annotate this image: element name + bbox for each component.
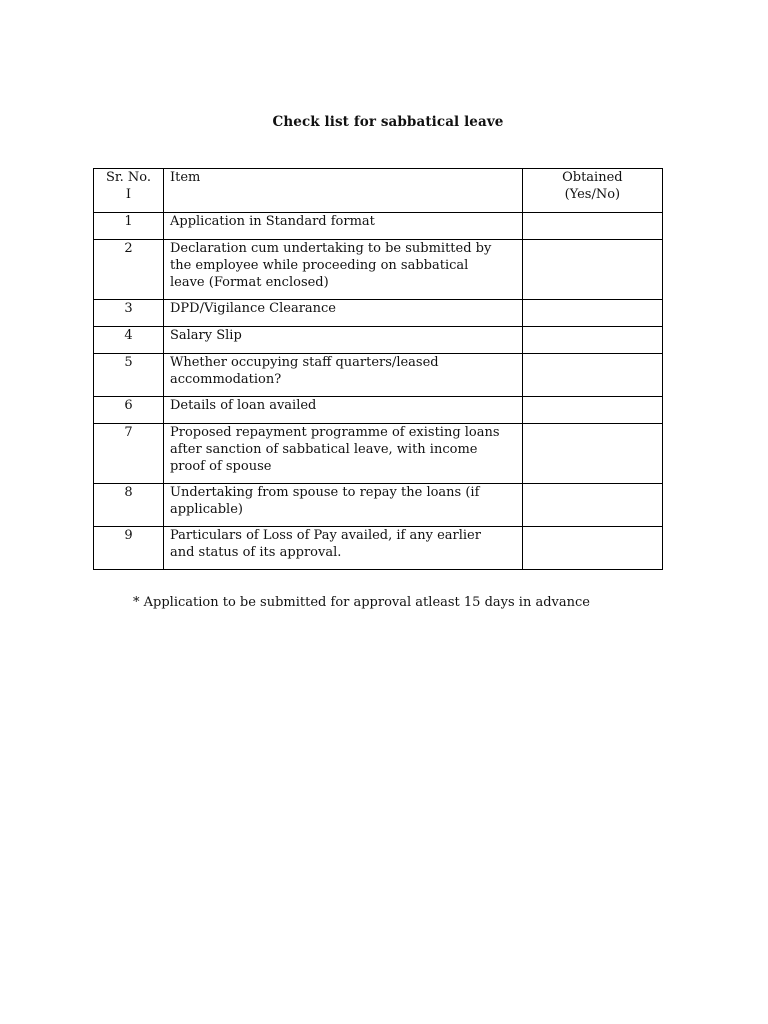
row-item-line: DPD/Vigilance Clearance xyxy=(169,301,337,316)
row-sr-no: 3 xyxy=(94,300,164,327)
row-item xyxy=(163,213,522,240)
row-item xyxy=(163,484,522,527)
row-obtained xyxy=(522,213,662,240)
row-obtained xyxy=(522,527,662,570)
row-item-line: Proposed repayment programme of existing loans xyxy=(169,425,500,440)
header-obtained-sub: (Yes/No) xyxy=(564,187,621,202)
row-item xyxy=(163,397,522,424)
row-obtained xyxy=(522,484,662,527)
row-obtained xyxy=(522,240,662,300)
row-item-line: applicable) xyxy=(169,502,243,517)
row-item xyxy=(163,300,522,327)
header-sr-no xyxy=(94,169,164,213)
row-item xyxy=(163,354,522,397)
table-row xyxy=(94,354,663,397)
header-sr-no-label: Sr. No. xyxy=(105,170,152,185)
row-sr-no: 1 xyxy=(94,213,164,240)
row-item-line: Undertaking from spouse to repay the loans (if xyxy=(169,485,480,500)
row-item-line: Salary Slip xyxy=(169,328,242,343)
row-item-line: Declaration cum undertaking to be submitted by xyxy=(169,241,492,256)
row-obtained xyxy=(522,397,662,424)
row-item-line: proof of spouse xyxy=(169,459,272,474)
row-item-line: Whether occupying staff quarters/leased xyxy=(169,355,439,370)
table-row xyxy=(94,300,663,327)
header-sr-no-sub: I xyxy=(125,187,132,202)
row-obtained xyxy=(522,424,662,484)
footnote: * Application to be submitted for approval atleast 15 days in advance xyxy=(133,595,590,610)
header-obtained-label: Obtained xyxy=(562,170,623,185)
page-title: Check list for sabbatical leave xyxy=(272,114,504,130)
row-sr-no: 8 xyxy=(94,484,164,527)
row-item-line: Particulars of Loss of Pay availed, if any earlier xyxy=(169,528,481,543)
row-item-line: after sanction of sabbatical leave, with income xyxy=(169,442,478,457)
row-sr-no: 6 xyxy=(94,397,164,424)
row-sr-no: 7 xyxy=(94,424,164,484)
table-row xyxy=(94,397,663,424)
table-row xyxy=(94,424,663,484)
row-sr-no: 5 xyxy=(94,354,164,397)
table-header-row xyxy=(94,169,663,213)
row-item-line: Application in Standard format xyxy=(169,214,375,229)
table-row xyxy=(94,240,663,300)
row-item xyxy=(163,424,522,484)
table-row xyxy=(94,327,663,354)
checklist-table xyxy=(93,168,663,570)
row-item xyxy=(163,527,522,570)
row-item-line: the employee while proceeding on sabbatical xyxy=(169,258,469,273)
row-sr-no: 2 xyxy=(94,240,164,300)
header-obtained xyxy=(522,169,662,213)
row-item-line: Details of loan availed xyxy=(169,398,317,413)
row-obtained xyxy=(522,327,662,354)
row-item-line: leave (Format enclosed) xyxy=(169,275,329,290)
row-obtained xyxy=(522,300,662,327)
row-sr-no: 9 xyxy=(94,527,164,570)
row-item xyxy=(163,240,522,300)
header-item-label: Item xyxy=(169,170,201,185)
row-obtained xyxy=(522,354,662,397)
table-row xyxy=(94,213,663,240)
row-item-line: accommodation? xyxy=(169,372,282,387)
table-row xyxy=(94,484,663,527)
table-row xyxy=(94,527,663,570)
row-item xyxy=(163,327,522,354)
header-item xyxy=(163,169,522,213)
row-item-line: and status of its approval. xyxy=(169,545,342,560)
row-sr-no: 4 xyxy=(94,327,164,354)
